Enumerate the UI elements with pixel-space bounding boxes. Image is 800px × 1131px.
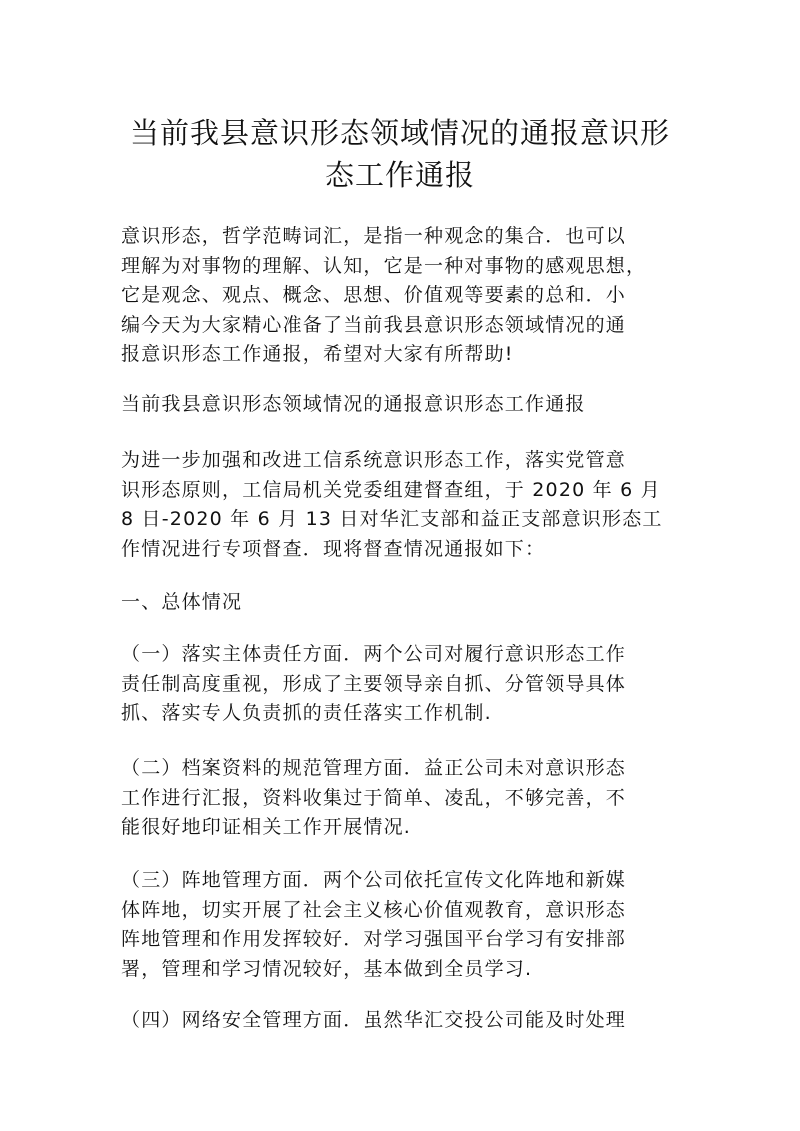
text-line: （四）网络安全管理方面．虽然华汇交投公司能及时处理 [121,1009,627,1031]
text-line: （二）档案资料的规范管理方面．益正公司未对意识形态 [121,757,627,779]
text-line: 当前我县意识形态领域情况的通报意识形态工作通报 [121,393,586,415]
title-line: 态工作通报 [324,158,475,192]
text-line: 意识形态，哲学范畴词汇，是指一种观念的集合．也可以 [121,225,627,247]
text-line: 理解为对事物的理解、认知，它是一种对事物的感观思想， [121,254,647,277]
text-line: 抓、落实专人负责抓的责任落实工作机制. [121,702,492,724]
text-line: （三）阵地管理方面．两个公司依托宣传文化阵地和新媒 [121,869,627,891]
section-heading [121,588,666,618]
text-line: 8 日-2020 年 6 月 13 日对华汇支部和益正支部意识形态工 [121,508,663,530]
text-line: 识形态原则，工信局机关党委组建督查组，于 2020 年 6 月 [121,478,661,501]
document-title [110,112,690,196]
list-item [121,640,666,729]
opening-paragraph [121,446,666,564]
title-line: 当前我县意识形态领域情况的通报意识形 [129,116,670,150]
text-line: 为进一步加强和改进工信系统意识形态工作，落实党管意 [121,449,627,471]
text-line: 它是观念、观点、概念、思想、价值观等要素的总和．小 [121,284,627,306]
text-line: 工作进行汇报，资料收集过于简单、凌乱，不够完善，不 [121,786,627,809]
list-item [121,1006,666,1036]
list-item [121,754,666,843]
text-line: 责任制高度重视，形成了主要领导亲自抓、分管领导具体 [121,672,627,695]
text-line: 署，管理和学习情况较好，基本做到全员学习. [121,957,533,980]
text-line: 作情况进行专项督查．现将督查情况通报如下： [121,537,546,560]
text-line: 编今天为大家精心准备了当前我县意识形态领域情况的通 [121,313,627,336]
list-item [121,866,666,984]
text-line: 一、总体情况 [121,591,243,613]
text-line: 能很好地印证相关工作开展情况. [121,816,412,838]
intro-paragraph [121,222,666,370]
section-subtitle [121,390,666,420]
text-line: 报意识形态工作通报，希望对大家有所帮助! [121,343,514,365]
text-line: 体阵地，切实开展了社会主义核心价值观教育，意识形态 [121,898,627,921]
text-line: （一）落实主体责任方面．两个公司对履行意识形态工作 [121,643,627,665]
text-line: 阵地管理和作用发挥较好．对学习强国平台学习有安排部 [121,928,627,950]
